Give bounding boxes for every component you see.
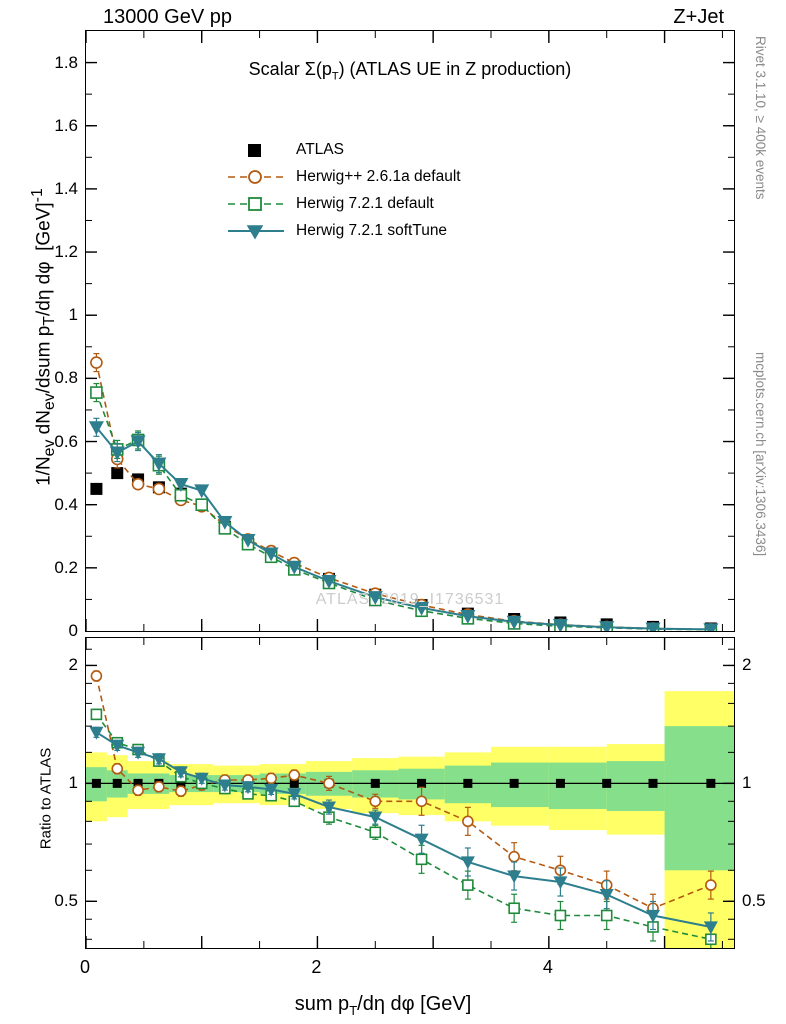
x-tick-label: 0	[79, 957, 90, 977]
plot-title: Scalar $\Sigma(p_T)$ (ATLAS UE in Z production)	[248, 59, 572, 83]
legend-item	[226, 136, 461, 163]
legend-label: Herwig 7.2.1 softTune	[296, 221, 448, 239]
y-tick-label: 0	[68, 621, 78, 640]
dataset-watermark: ATLAS_2019_I1736531	[315, 591, 505, 608]
ratio-y-tick-label: 1	[68, 773, 78, 793]
y-tick-label: 0.8	[54, 368, 78, 388]
legend	[226, 136, 461, 244]
legend-marker-herwigpp	[226, 167, 286, 187]
y-tick-label: 1.2	[54, 242, 78, 262]
ratio-y-tick-label: 1	[742, 773, 752, 793]
ratio-y-tick-label: 2	[68, 655, 78, 675]
ratio-y-tick-label: 2	[742, 655, 752, 675]
mcplots-arxiv-label: mcplots.cern.ch [arXiv:1306.3436]	[753, 352, 768, 557]
legend-item	[226, 163, 461, 190]
legend-marker-herwig721	[226, 194, 286, 214]
legend-label: Herwig++ 2.6.1a default	[296, 167, 461, 185]
x-axis-title: sum $p_T/d\eta$ dφ [GeV]	[294, 993, 472, 1018]
legend-item	[226, 190, 461, 217]
main-plot-panel	[85, 30, 735, 632]
main-plot-canvas	[86, 31, 734, 631]
y-tick-label: 1.4	[54, 178, 78, 198]
header-beam-label: 13000 GeV pp	[103, 6, 232, 28]
ratio-y-axis-title: Ratio to ATLAS	[37, 747, 55, 850]
legend-marker-softtune	[226, 221, 286, 241]
x-tick-label: 2	[311, 957, 322, 977]
legend-item	[226, 217, 461, 244]
y-tick-label: 1	[68, 305, 78, 325]
y-tick-label: 0.2	[54, 557, 78, 577]
header-process-label: Z+Jet	[673, 6, 724, 28]
y-tick-label: 0.4	[54, 494, 78, 514]
legend-label: Herwig 7.2.1 default	[296, 194, 434, 212]
legend-marker-atlas	[226, 140, 286, 160]
ratio-plot-canvas	[86, 638, 734, 948]
rivet-version-label: Rivet 3.1.10, ≥ 400k events	[753, 36, 768, 200]
y-tick-label: 0.6	[54, 431, 78, 451]
y-tick-label: 1.8	[54, 52, 78, 72]
main-y-axis-title: $1/N_{ev}$ $dN_{ev}$/dsum $p_T/d\eta$ dφ [GeV]$^{-1}$	[28, 188, 59, 486]
ratio-plot-panel	[85, 637, 735, 949]
ratio-y-tick-label: 0.5	[54, 891, 78, 911]
ratio-y-tick-label: 0.5	[742, 891, 766, 911]
legend-label: ATLAS	[296, 140, 344, 158]
y-tick-label: 1.6	[54, 115, 78, 135]
x-tick-label: 4	[542, 957, 553, 977]
